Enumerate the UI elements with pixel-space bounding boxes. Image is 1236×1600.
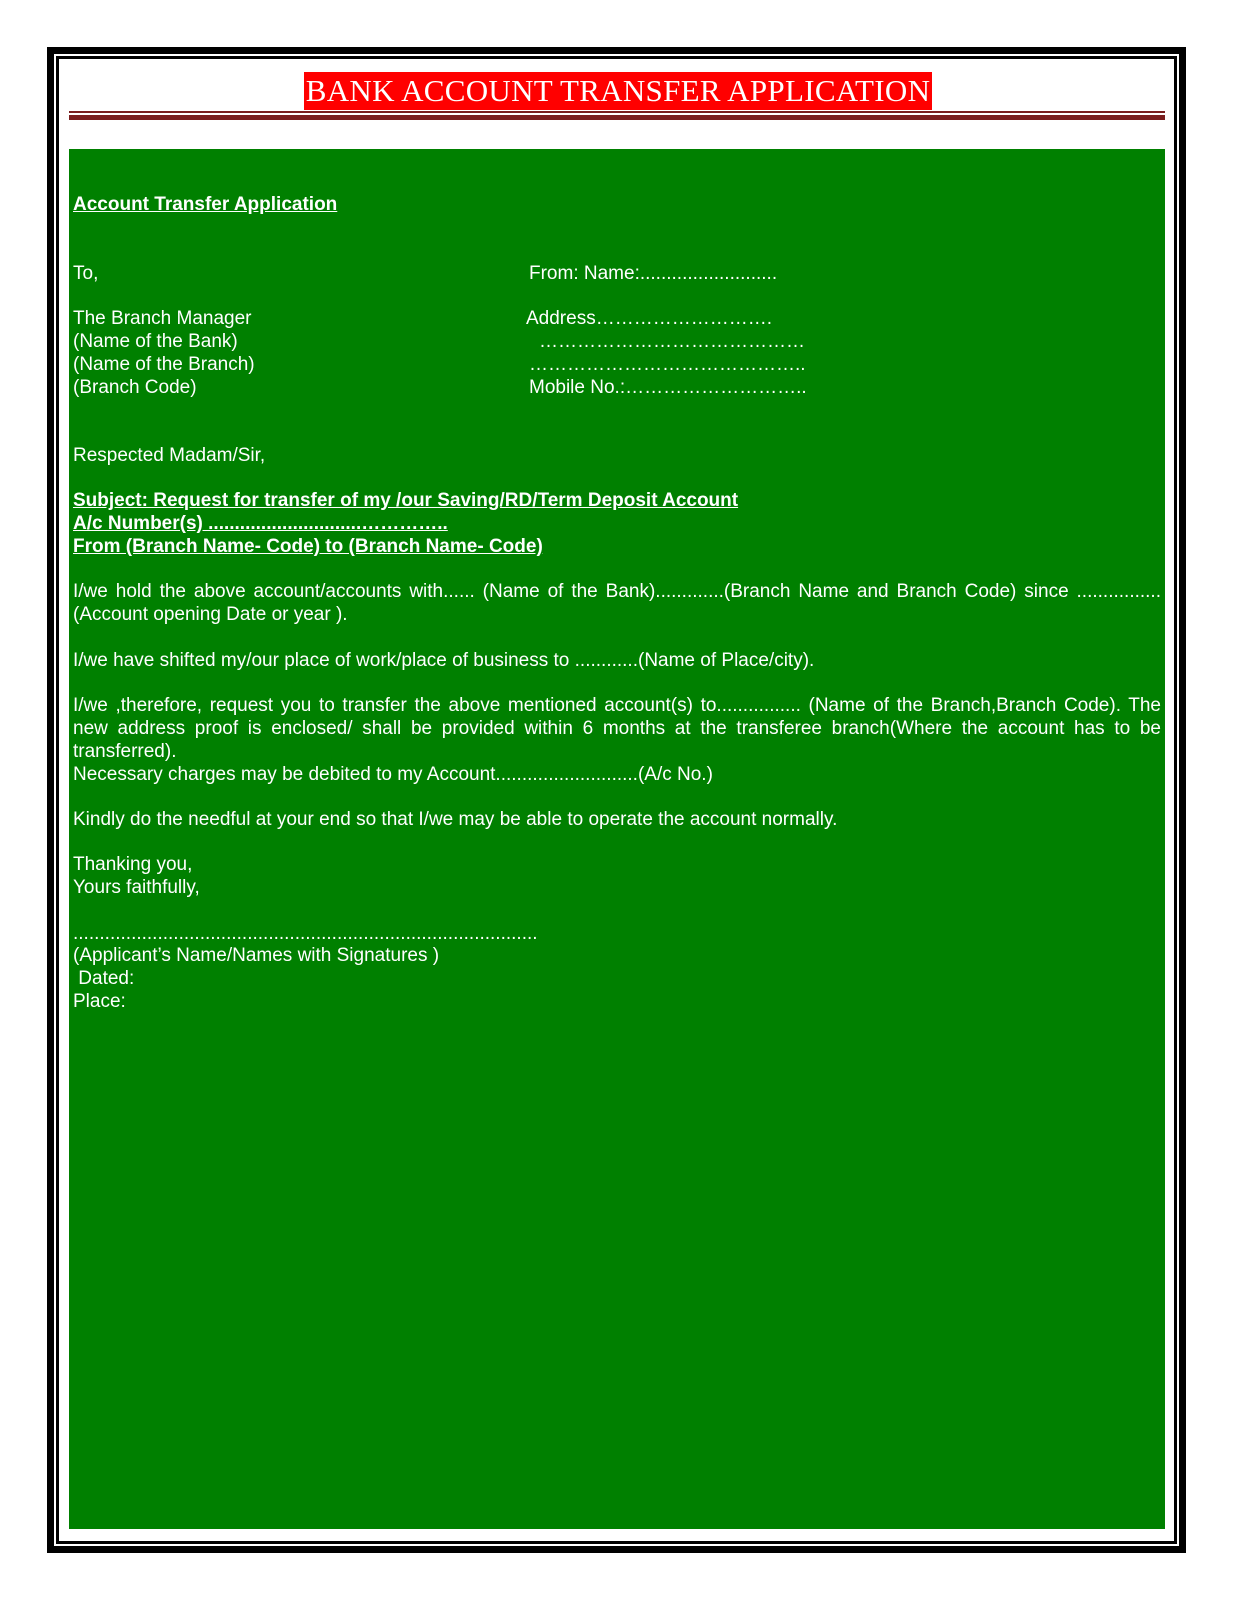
place-label: Place: [73, 991, 126, 1012]
title-container [0, 72, 1236, 110]
page-title: BANK ACCOUNT TRANSFER APPLICATION [305, 73, 931, 108]
signature-label: (Applicant’s Name/Names with Signatures ) [73, 945, 440, 966]
signature-dots: ........................................................................................ [73, 923, 538, 944]
closing-thanks: Thanking you, [73, 854, 193, 875]
closing-yours: Yours faithfully, [73, 877, 200, 898]
to-line-manager: The Branch Manager [73, 308, 252, 329]
body-paragraph-4: Necessary charges may be debited to my Account...........................(A/c No.) [73, 764, 713, 785]
to-line-bank: (Name of the Bank) [73, 331, 238, 352]
subject-line-3: From (Branch Name- Code) to (Branch Name- Code) [73, 536, 543, 557]
dated-label: Dated: [73, 968, 135, 989]
to-line-branch: (Name of the Branch) [73, 354, 255, 375]
subject-line-1: Subject: Request for transfer of my /our Saving/RD/Term Deposit Account [73, 490, 739, 511]
letter-heading: Account Transfer Application [73, 194, 338, 215]
salutation: Respected Madam/Sir, [73, 445, 266, 466]
body-paragraph-3: I/we ,therefore, request you to transfer the above mentioned account(s) to................ (Name of the Branch,Branch Code). The new address proof is enclosed/ shall be provided within 6 months at the transferee branch(Where the account has to be transferred). [73, 695, 1161, 762]
from-address-line2: …………………………………… [539, 331, 805, 352]
body-paragraph-2: I/we have shifted my/our place of work/place of business to ............(Name of Place/city). [73, 650, 815, 671]
from-address: Address………………………. [526, 308, 772, 329]
from-address-line3: …………………………………….. [529, 354, 806, 375]
from-mobile: Mobile No.:……………………….. [529, 377, 807, 398]
body-paragraph-1: I/we hold the above account/accounts with...... (Name of the Bank).............(Branch Name and Branch Code) since ................(Account opening Date or year ). [73, 581, 1161, 625]
subject-line-2: A/c Number(s) .............................………….. [73, 513, 448, 534]
title-rule-thick [69, 115, 1165, 120]
to-label: To, [73, 263, 99, 284]
letter-panel [69, 149, 1165, 1529]
from-name: From: Name:.......................... [529, 263, 778, 284]
title-rule-thin [69, 111, 1165, 113]
to-line-code: (Branch Code) [73, 377, 197, 398]
body-paragraph-5: Kindly do the needful at your end so that I/we may be able to operate the account normally. [73, 809, 838, 830]
